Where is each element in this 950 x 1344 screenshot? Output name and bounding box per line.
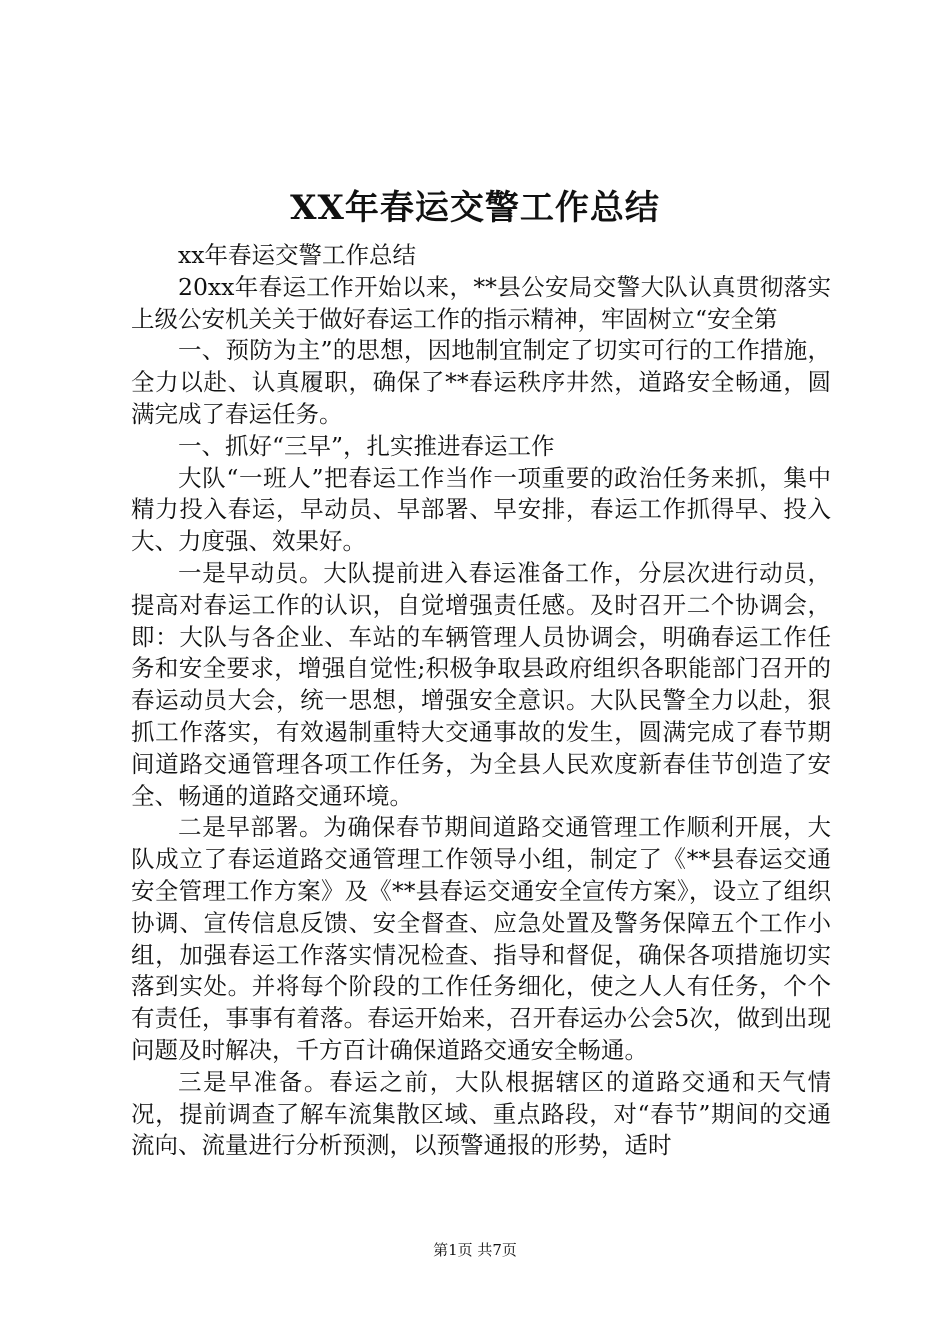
- paragraph-early-deployment: 二是早部署。为确保春节期间道路交通管理工作顺利开展，大队成立了春运道路交通管理工作领导小组，制定了《**县春运交通安全管理工作方案》及《**县春运交通安全宣传方案》，设立了组织协调、宣传信息反馈、安全督查、应急处置及警务保障五个工作小组，加强春运工作落实情况检查、指导和督促，确保各项措施切实落到实处。并将每个阶段的工作任务细化，使之人人有任务，个个有责任，事事有着落。春运开始来，召开春运办公会5次，做到出现问题及时解决，千方百计确保道路交通安全畅通。: [131, 813, 831, 1064]
- paragraph-intro: 20xx年春运工作开始以来，**县公安局交警大队认真贯彻落实上级公安机关关于做好春运工作的指示精神，牢固树立“安全第: [131, 272, 831, 333]
- paragraph-section-1: 大队“一班人”把春运工作当作一项重要的政治任务来抓，集中精力投入春运，早动员、早部署、早安排，春运工作抓得早、投入大、力度强、效果好。: [131, 463, 831, 556]
- document-title: XX年春运交警工作总结: [290, 188, 660, 228]
- section-heading-1: 一、抓好“三早”，扎实推进春运工作: [178, 431, 555, 460]
- paragraph-subtitle: xx年春运交警工作总结: [178, 241, 417, 269]
- paragraph-early-mobilization: 一是早动员。大队提前进入春运准备工作，分层次进行动员，提高对春运工作的认识，自觉增强责任感。及时召开二个协调会，即：大队与各企业、车站的车辆管理人员协调会，明确春运工作任务和安全要求，增强自觉性;积极争取县政府组织各职能部门召开的春运动员大会，统一思想，增强安全意识。大队民警全力以赴，狠抓工作落实，有效遏制重特大交通事故的发生，圆满完成了春节期间道路交通管理各项工作任务，为全县人民欢度新春佳节创造了安全、畅通的道路交通环境。: [131, 558, 831, 810]
- paragraph-early-preparation: 三是早准备。春运之前，大队根据辖区的道路交通和天气情况，提前调查了解车流集散区域、重点路段，对“春节”期间的交通流向、流量进行分析预测，以预警通报的形势，适时: [131, 1067, 831, 1160]
- document-body: [131, 240, 831, 1162]
- paragraph-intro-continued: 一、预防为主”的思想，因地制宜制定了切实可行的工作措施，全力以赴、认真履职，确保了**春运秩序井然，道路安全畅通，圆满完成了春运任务。: [131, 336, 831, 428]
- page-number-footer: 第1页 共7页: [433, 1241, 517, 1259]
